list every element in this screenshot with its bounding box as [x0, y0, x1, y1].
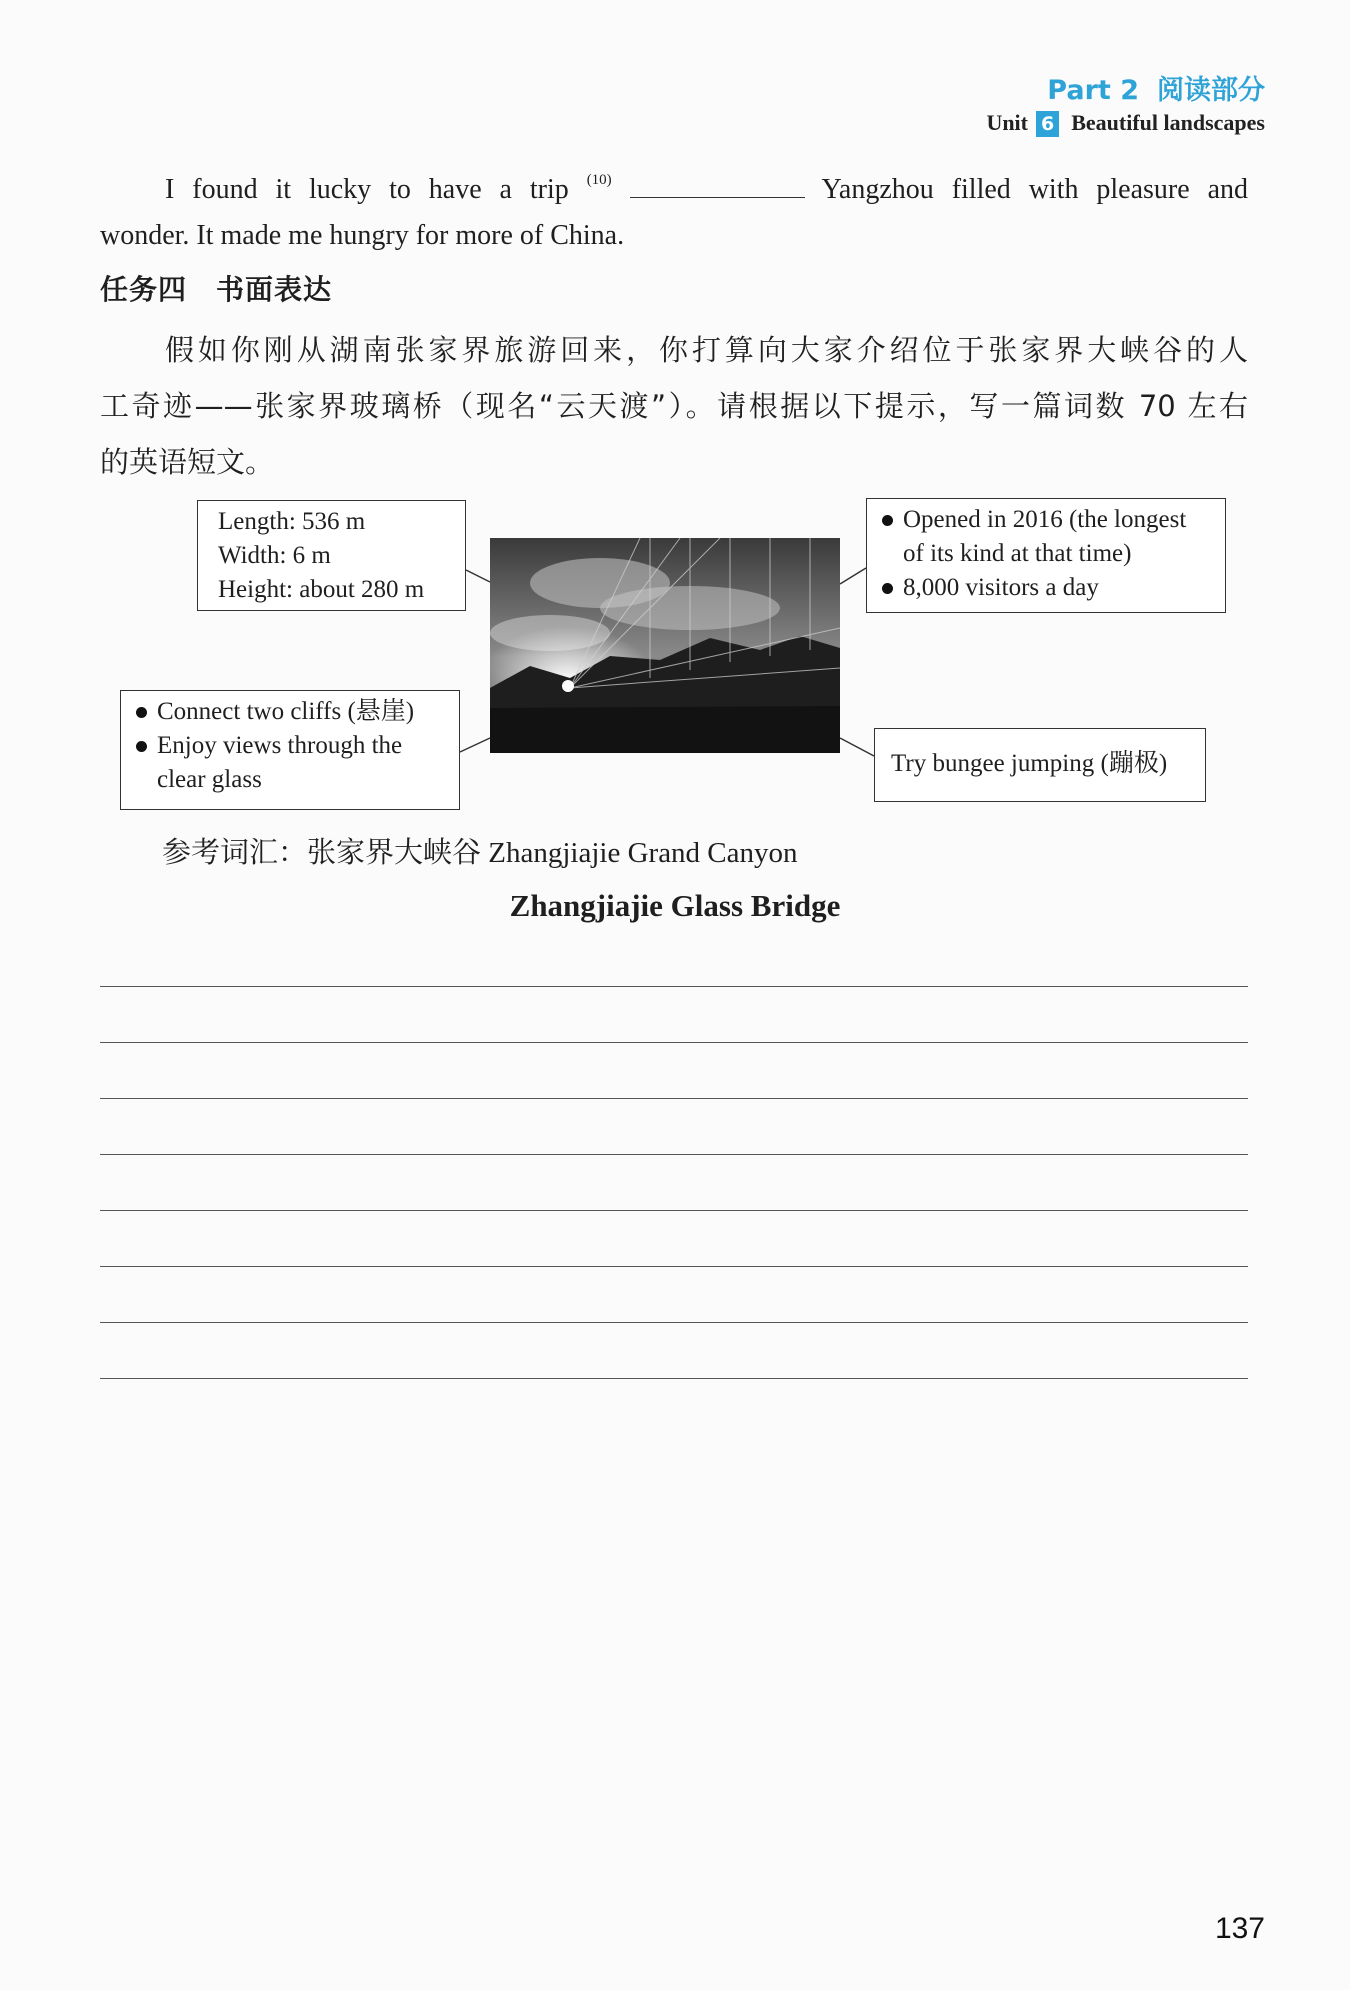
reference-en: Zhangjiajie Grand Canyon	[488, 837, 798, 869]
reference-cn: 张家界大峡谷	[307, 835, 482, 869]
task-title: 任务四 书面表达	[100, 273, 333, 306]
connector-opening	[840, 568, 866, 584]
features-item-2-line-2: clear glass	[157, 766, 262, 793]
connector-dimensions	[466, 570, 490, 582]
part-label: Part 2	[1047, 75, 1139, 106]
features-item-1: Connect two cliffs (悬崖)	[135, 695, 439, 729]
connector-activity	[840, 738, 874, 756]
reference-label: 参考词汇：	[162, 835, 308, 869]
box-features	[120, 690, 460, 810]
passage-line1-end: Yangzhou filled with pleasure and	[821, 174, 1249, 205]
writing-line-2[interactable]	[100, 1042, 1248, 1043]
box-activity: Try bungee jumping (蹦极)	[874, 728, 1206, 802]
writing-line-4[interactable]	[100, 1154, 1248, 1155]
writing-line-5[interactable]	[100, 1210, 1248, 1211]
opening-item-1-line-2: of its kind at that time)	[903, 540, 1132, 567]
dimension-length: Length: 536 m	[218, 508, 366, 535]
dimension-height: Height: about 280 m	[218, 576, 425, 603]
section-label: 阅读部分	[1157, 75, 1265, 106]
writing-line-6[interactable]	[100, 1266, 1248, 1267]
passage-line1-start: I found it lucky to have a trip	[165, 174, 569, 205]
writing-line-7[interactable]	[100, 1322, 1248, 1323]
reference-vocabulary	[162, 830, 798, 871]
writing-line-1[interactable]	[100, 986, 1248, 987]
writing-line-8[interactable]	[100, 1378, 1248, 1379]
unit-label: Unit	[986, 110, 1028, 135]
opening-item-1	[881, 503, 1205, 571]
box-opening	[866, 498, 1226, 613]
writing-line-3[interactable]	[100, 1098, 1248, 1099]
opening-item-1-line-1: Opened in 2016 (the longest	[903, 506, 1187, 533]
blank-number: (10)	[586, 172, 612, 188]
essay-title: Zhangjiajie Glass Bridge	[509, 888, 841, 923]
instruction-line-3: 的英语短文。	[100, 445, 275, 479]
opening-item-2: 8,000 visitors a day	[881, 571, 1205, 605]
features-item-2	[135, 729, 439, 797]
passage-line-2: wonder. It made me hungry for more of China.	[100, 220, 625, 251]
connector-features	[460, 738, 490, 752]
box-dimensions	[197, 500, 466, 611]
bridge-photo	[490, 538, 840, 753]
unit-title: Beautiful landscapes	[1071, 110, 1265, 135]
unit-number-badge: 6	[1036, 111, 1059, 137]
instruction-line-2: 工奇迹——张家界玻璃桥（现名“云天渡”）。请根据以下提示，写一篇词数 70 左右	[100, 389, 1248, 423]
features-item-2-line-1: Enjoy views through the	[157, 732, 403, 759]
page-number: 137	[1214, 1912, 1265, 1945]
instruction-line-1: 假如你刚从湖南张家界旅游回来，你打算向大家介绍位于张家界大峡谷的人	[165, 333, 1248, 367]
dimension-width: Width: 6 m	[218, 542, 331, 569]
